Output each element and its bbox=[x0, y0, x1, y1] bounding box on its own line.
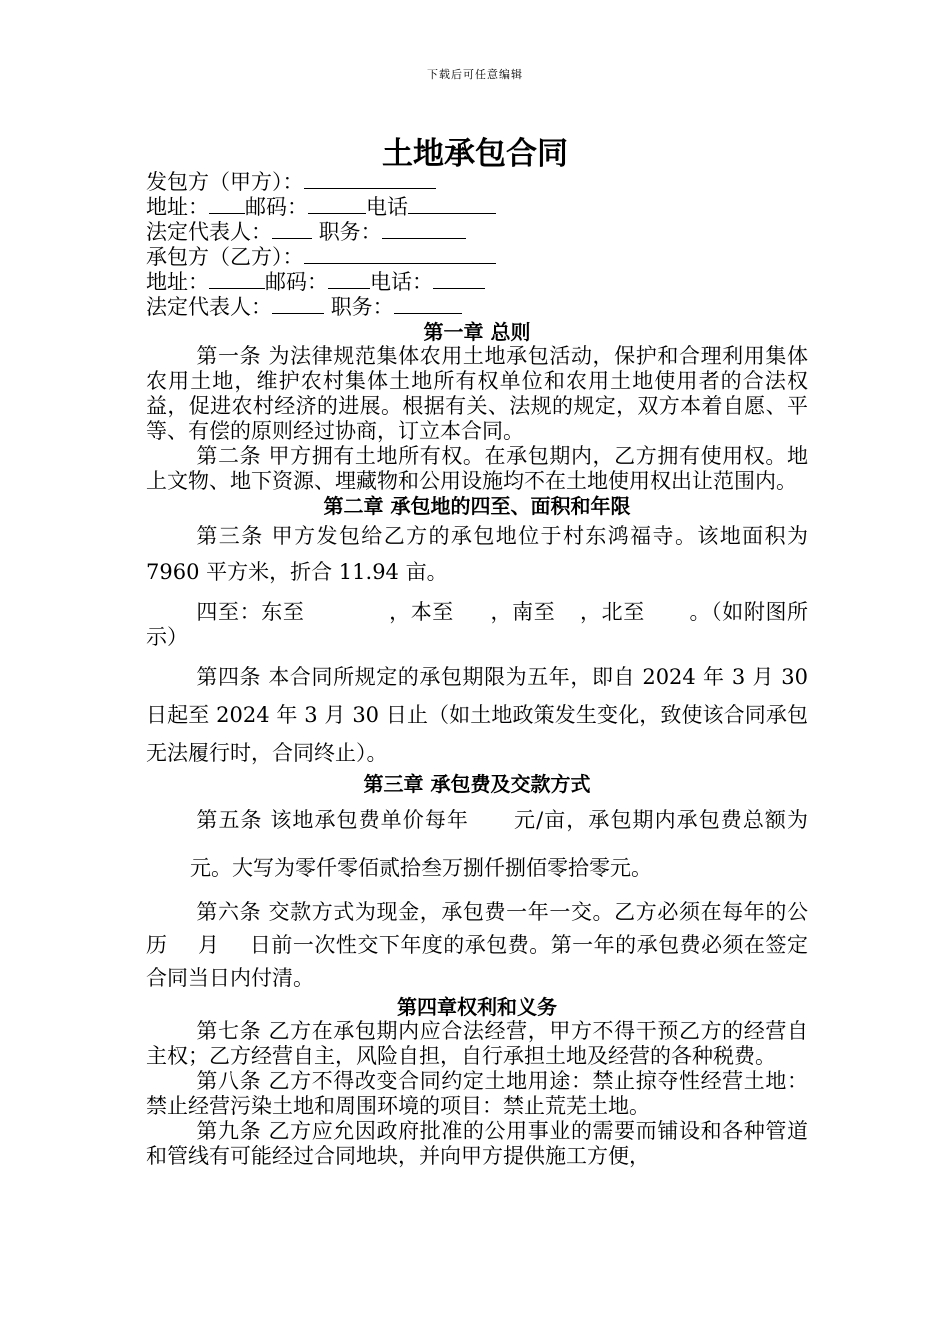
article-5: 第五条 该地承包费单价每年 元/亩，承包期内承包费总额为元。大写为零仟零佰贰拾叁万捌仟捌佰零拾零元。 bbox=[190, 808, 808, 880]
document-title: 土地承包合同 bbox=[382, 136, 568, 172]
chapter-1-heading: 第一章 总则 bbox=[423, 320, 531, 344]
article-1: 第一条 为法律规范集体农用土地承包活动，保护和合理利用集体农用土地，维护农村集体土地所有权单位和农用土地使用者的合法权益，促进农村经济的进展。根据有关、法规的规定，双方本着自愿、平等、有偿的原则经过协商，订立本合同。 bbox=[146, 344, 808, 443]
boundary-line: 四至：东至 ，本至 ，南至 ，北至 。（如附图所示） bbox=[146, 600, 809, 649]
article-8: 第八条 乙方不得改变合同约定土地用途：禁止掠夺性经营土地：禁止经营污染土地和周围环境的项目：禁止荒芜土地。 bbox=[146, 1069, 808, 1118]
party-a-blank bbox=[304, 170, 436, 189]
contract-body bbox=[146, 170, 808, 1169]
party-b-line: 承包方（乙方）： bbox=[146, 245, 808, 270]
phone-blank bbox=[433, 270, 485, 289]
chapter-3-heading: 第三章 承包费及交款方式 bbox=[363, 772, 591, 796]
rep-blank bbox=[272, 220, 312, 239]
party-a-line: 发包方（甲方）： bbox=[146, 170, 808, 195]
position-blank bbox=[394, 295, 462, 314]
article-3: 第三条 甲方发包给乙方的承包地位于村东鸿福寺。该地面积为 7960 平方米，折合 11.94 亩。 bbox=[146, 524, 808, 584]
postcode-blank bbox=[328, 270, 370, 289]
party-b-blank bbox=[304, 245, 496, 264]
postcode-blank bbox=[308, 195, 366, 214]
chapter-2-heading: 第二章 承包地的四至、面积和年限 bbox=[323, 494, 631, 518]
phone-blank bbox=[408, 195, 496, 214]
article-4: 第四条 本合同所规定的承包期限为五年，即自 2024 年 3 月 30 日起至 2024 年 3 月 30 日止（如土地政策发生变化，致使该合同承包无法履行时，合同终止）。 bbox=[146, 665, 808, 765]
address-blank bbox=[209, 270, 265, 289]
article-9: 第九条 乙方应允因政府批准的公用事业的需要而铺设和各种管道和管线有可能经过合同地块，并向甲方提供施工方便， bbox=[146, 1119, 808, 1168]
header-note: 下载后可任意编辑 bbox=[427, 68, 523, 81]
article-6: 第六条 交款方式为现金，承包费一年一交。乙方必须在每年的公历 月 日前一次性交下年度的承包费。第一年的承包费必须在签定合同当日内付清。 bbox=[146, 900, 809, 990]
party-b-rep-line: 法定代表人： 职务： bbox=[146, 295, 808, 320]
address-blank bbox=[209, 195, 245, 214]
article-2: 第二条 甲方拥有土地所有权。在承包期内，乙方拥有使用权。地上文物、地下资源、埋藏物和公用设施均不在土地使用权出让范围内。 bbox=[146, 444, 808, 493]
party-a-address-line: 地址： 邮码： 电话 bbox=[146, 195, 808, 220]
party-a-rep-line: 法定代表人： 职务： bbox=[146, 220, 808, 245]
party-b-address-line: 地址： 邮码： 电话： bbox=[146, 270, 808, 295]
article-7: 第七条 乙方在承包期内应合法经营，甲方不得干预乙方的经营自主权；乙方经营自主，风险自担，自行承担土地及经营的各种税费。 bbox=[146, 1019, 808, 1068]
chapter-4-heading: 第四章权利和义务 bbox=[397, 995, 557, 1019]
position-blank bbox=[382, 220, 466, 239]
rep-blank bbox=[272, 295, 324, 314]
